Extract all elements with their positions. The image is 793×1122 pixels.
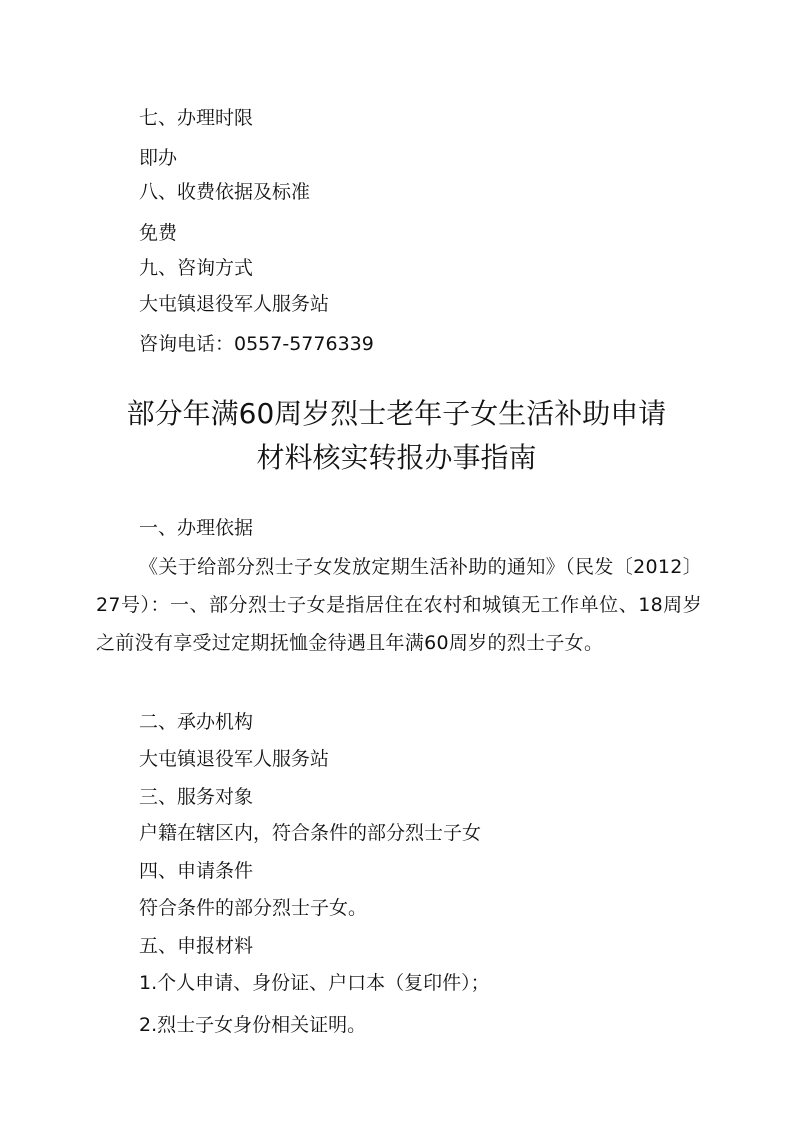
fee-value: 免费 xyxy=(139,222,178,244)
consult-org: 大屯镇退役军人服务站 xyxy=(139,293,330,315)
target-heading: 三、服务对象 xyxy=(139,786,254,808)
condition-value: 符合条件的部分烈士子女。 xyxy=(139,897,368,919)
consult-phone: 咨询电话：0557-5776339 xyxy=(139,333,374,355)
page-title-line-2: 材料核实转报办事指南 xyxy=(256,441,537,474)
time-limit-value: 即办 xyxy=(139,147,178,169)
fee-heading: 八、收费依据及标准 xyxy=(139,181,311,203)
page-title-line-1: 部分年满60周岁烈士老年子女生活补助申请 xyxy=(126,397,667,430)
condition-heading: 四、申请条件 xyxy=(139,860,254,882)
time-limit-heading: 七、办理时限 xyxy=(139,107,254,129)
consult-heading: 九、咨询方式 xyxy=(139,257,254,279)
agency-value: 大屯镇退役军人服务站 xyxy=(139,748,330,770)
basis-heading: 一、办理依据 xyxy=(139,517,254,539)
materials-heading: 五、申报材料 xyxy=(139,935,254,957)
material-item-2: 2.烈士子女身份相关证明。 xyxy=(139,1014,367,1036)
target-value: 户籍在辖区内，符合条件的部分烈士子女 xyxy=(139,822,482,844)
material-item-1: 1.个人申请、身份证、户口本（复印件）； xyxy=(139,972,490,994)
agency-heading: 二、承办机构 xyxy=(139,711,254,733)
basis-text: 《关于给部分烈士子女发放定期生活补助的通知》（民发〔2012〕27号）：一、部分烈士子女是指居住在农村和城镇无工作单位、18周岁之前没有享受过定期抚恤金待遇且年满60周岁的烈士子女。 xyxy=(96,556,702,654)
